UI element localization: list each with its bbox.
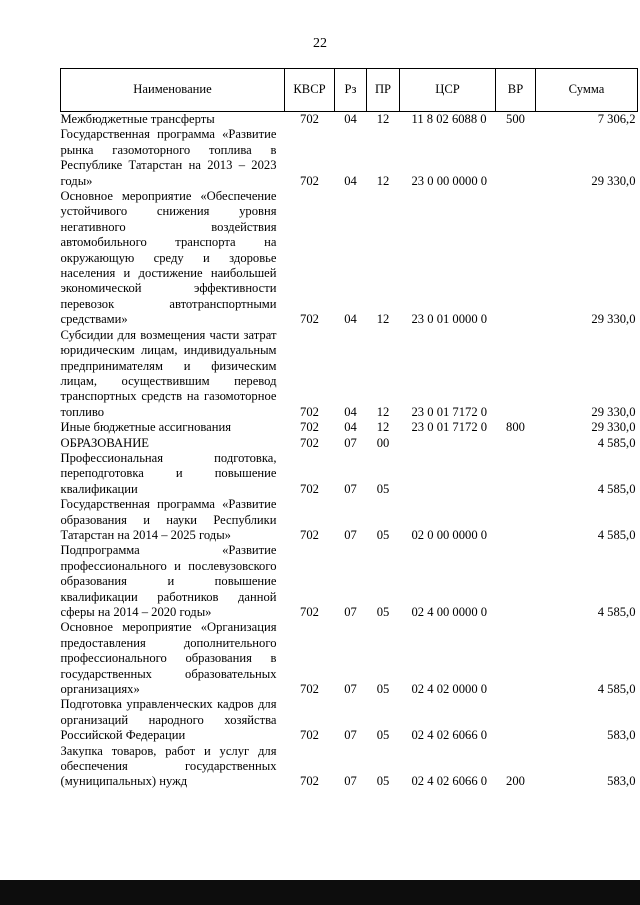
row-name: Государственная программа «Развитие рынка газомоторного топлива в Республике Татарстан на 2013 – 2023 годы» <box>60 127 277 188</box>
row-vr <box>496 497 536 543</box>
row-rz: 07 <box>344 728 357 743</box>
row-name: Профессиональная подготовка, переподготовка и повышение квалификации <box>60 450 277 496</box>
row-pr: 05 <box>376 527 390 542</box>
row-vr <box>496 189 536 328</box>
scan-bottom-edge <box>0 880 640 905</box>
row-name: Основное мероприятие «Организация предоставления дополнительного профессионального образования в государственных образовательных организациях» <box>60 620 277 697</box>
row-pr: 05 <box>376 774 390 789</box>
row-vr <box>496 543 536 620</box>
row-sum: 4 585,0 <box>597 481 636 496</box>
header-rz: Рз <box>335 69 367 112</box>
row-rz: 04 <box>344 312 357 327</box>
table-row <box>61 189 638 328</box>
row-vr <box>496 697 536 743</box>
header-kvsr: КВСР <box>285 69 335 112</box>
row-vr <box>496 436 536 451</box>
table-header-row <box>61 69 638 112</box>
row-pr: 12 <box>376 173 390 188</box>
row-rz: 07 <box>344 682 357 697</box>
row-name: ОБРАЗОВАНИЕ <box>60 435 149 450</box>
header-sum: Сумма <box>536 69 638 112</box>
row-sum: 29 330,0 <box>591 173 636 188</box>
row-kvsr: 702 <box>300 404 319 419</box>
table-row <box>61 127 638 189</box>
row-name: Подготовка управленческих кадров для организаций народного хозяйства Российской Федерации <box>60 697 277 743</box>
row-csr: 23 0 01 7172 0 <box>411 404 488 419</box>
table-row <box>61 112 638 128</box>
row-pr: 05 <box>376 682 390 697</box>
row-name: Основное мероприятие «Обеспечение устойчивого снижения уровня негативного воздействия автомобильного транспорта на окружающую среду и здоровье населения и достижение наибольшей экономической эффективности перевозок автотранспортными средствами» <box>60 189 277 327</box>
row-sum: 4 585,0 <box>597 605 636 619</box>
row-sum: 583,0 <box>607 774 636 789</box>
row-kvsr: 702 <box>300 435 319 450</box>
row-csr: 02 0 00 0000 0 <box>411 527 488 542</box>
row-csr: 23 0 01 0000 0 <box>411 312 488 327</box>
table-row <box>61 328 638 420</box>
row-csr: 23 0 01 7172 0 <box>411 420 488 435</box>
row-sum: 29 330,0 <box>591 420 636 435</box>
row-name: Подпрограмма «Развитие профессионального и послевузовского образования и повышение квалификации работников данной сферы на 2014 – 2020 годы» <box>60 543 277 619</box>
row-name: Закупка товаров, работ и услуг для обеспечения государственных (муниципальных) нужд <box>60 743 277 789</box>
header-name: Наименование <box>61 69 285 112</box>
row-csr: 02 4 02 6066 0 <box>411 774 488 789</box>
header-vr: ВР <box>496 69 536 112</box>
page-number: 22 <box>313 36 327 51</box>
row-sum: 4 585,0 <box>597 682 636 697</box>
table-row <box>61 620 638 697</box>
row-pr: 00 <box>376 435 390 450</box>
table-row <box>61 697 638 743</box>
row-csr: 02 4 00 0000 0 <box>411 605 488 619</box>
row-pr: 12 <box>376 420 390 435</box>
row-vr <box>496 620 536 697</box>
row-rz: 04 <box>344 404 357 419</box>
table-row <box>61 436 638 451</box>
row-pr: 12 <box>376 404 390 419</box>
row-pr: 05 <box>376 481 390 496</box>
row-name: Иные бюджетные ассигнования <box>60 420 232 435</box>
row-kvsr: 702 <box>300 605 319 619</box>
row-kvsr: 702 <box>300 728 319 743</box>
row-name: Субсидии для возмещения части затрат юридическим лицам, индивидуальным предпринимателям и физическим лицам, осуществившим перевод транспортных средств на газомоторное топливо <box>60 327 277 419</box>
row-rz: 07 <box>344 435 357 450</box>
row-rz: 04 <box>344 173 357 188</box>
row-rz: 07 <box>344 481 357 496</box>
row-pr: 05 <box>376 728 390 743</box>
row-kvsr: 702 <box>300 774 319 789</box>
table-row <box>61 543 638 620</box>
row-rz: 04 <box>344 420 357 435</box>
row-csr: 23 0 00 0000 0 <box>411 173 488 188</box>
row-name: Государственная программа «Развитие образования и науки Республики Татарстан на 2014 – 2025 годы» <box>60 497 277 542</box>
row-csr: 11 8 02 6088 0 <box>411 112 487 126</box>
row-kvsr: 702 <box>300 682 319 697</box>
row-vr: 200 <box>506 774 525 789</box>
row-sum: 7 306,2 <box>597 112 636 126</box>
row-pr: 05 <box>376 605 390 619</box>
row-name: Межбюджетные трансферты <box>60 112 215 126</box>
row-sum: 29 330,0 <box>591 404 636 419</box>
table-row <box>61 451 638 497</box>
row-kvsr: 702 <box>300 481 319 496</box>
row-csr <box>400 436 496 451</box>
table-row <box>61 420 638 435</box>
row-vr <box>496 328 536 420</box>
row-csr: 02 4 02 0000 0 <box>411 682 488 697</box>
row-kvsr: 702 <box>300 173 319 188</box>
header-csr: ЦСР <box>400 69 496 112</box>
row-vr: 800 <box>506 420 525 435</box>
row-kvsr: 702 <box>300 420 319 435</box>
row-sum: 29 330,0 <box>591 312 636 327</box>
row-kvsr: 702 <box>300 312 319 327</box>
header-pr: ПР <box>367 69 400 112</box>
row-csr: 02 4 02 6066 0 <box>411 728 488 743</box>
row-rz: 07 <box>344 605 357 619</box>
row-kvsr: 702 <box>300 527 319 542</box>
row-rz: 07 <box>344 527 357 542</box>
table-row <box>61 497 638 543</box>
row-vr: 500 <box>506 112 525 126</box>
row-csr <box>400 451 496 497</box>
row-sum: 4 585,0 <box>597 435 636 450</box>
row-kvsr: 702 <box>300 112 319 126</box>
row-sum: 4 585,0 <box>597 527 636 542</box>
row-pr: 12 <box>376 112 390 126</box>
row-sum: 583,0 <box>607 728 636 743</box>
row-pr: 12 <box>376 312 390 327</box>
table-row <box>61 744 638 790</box>
row-rz: 04 <box>344 112 357 126</box>
row-rz: 07 <box>344 774 357 789</box>
row-vr <box>496 451 536 497</box>
budget-table <box>60 68 638 790</box>
row-vr <box>496 127 536 189</box>
